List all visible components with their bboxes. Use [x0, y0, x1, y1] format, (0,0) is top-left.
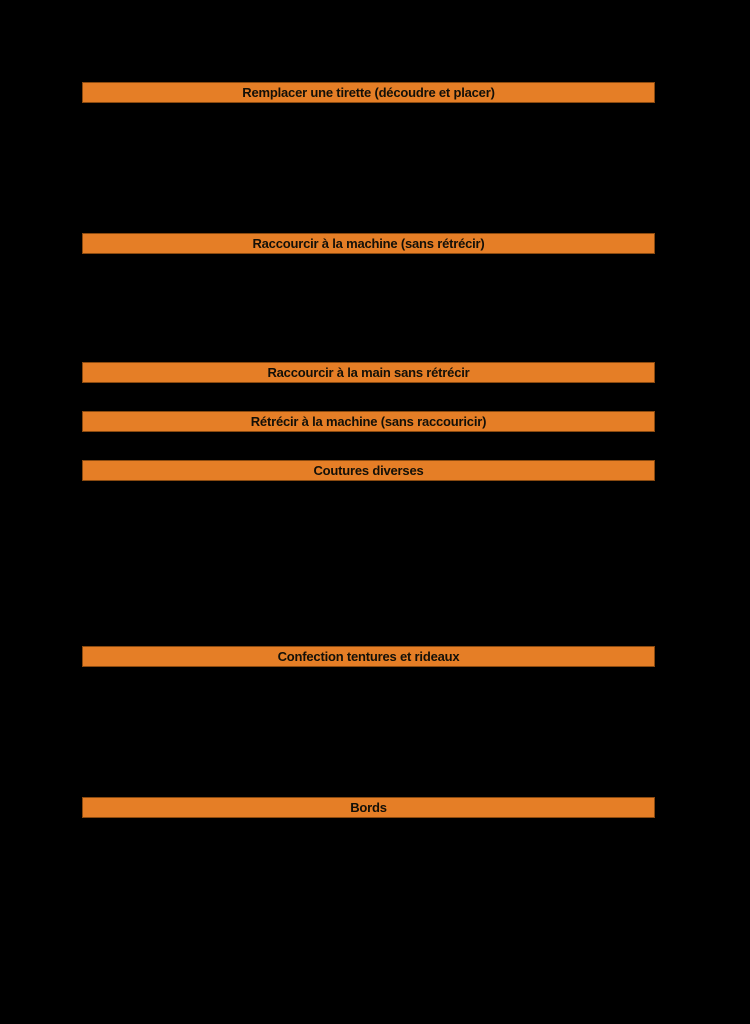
section-header-label: Remplacer une tirette (découdre et placer) [242, 85, 495, 100]
section-header-coutures-diverses [82, 460, 655, 481]
section-header-retrecir-machine [82, 411, 655, 432]
section-header-label: Confection tentures et rideaux [277, 649, 460, 664]
section-header-label: Raccourcir à la main sans rétrécir [267, 365, 470, 380]
section-header-label: Bords [350, 800, 387, 815]
section-header-raccourcir-machine [82, 233, 655, 254]
section-header-confection-tentures [82, 646, 655, 667]
section-header-label: Rétrécir à la machine (sans raccouricir) [250, 414, 487, 429]
section-header-bords [82, 797, 655, 818]
section-header-label: Coutures diverses [313, 463, 424, 478]
section-header-raccourcir-main [82, 362, 655, 383]
section-header-label: Raccourcir à la machine (sans rétrécir) [252, 236, 485, 251]
section-header-remplacer-tirette [82, 82, 655, 103]
